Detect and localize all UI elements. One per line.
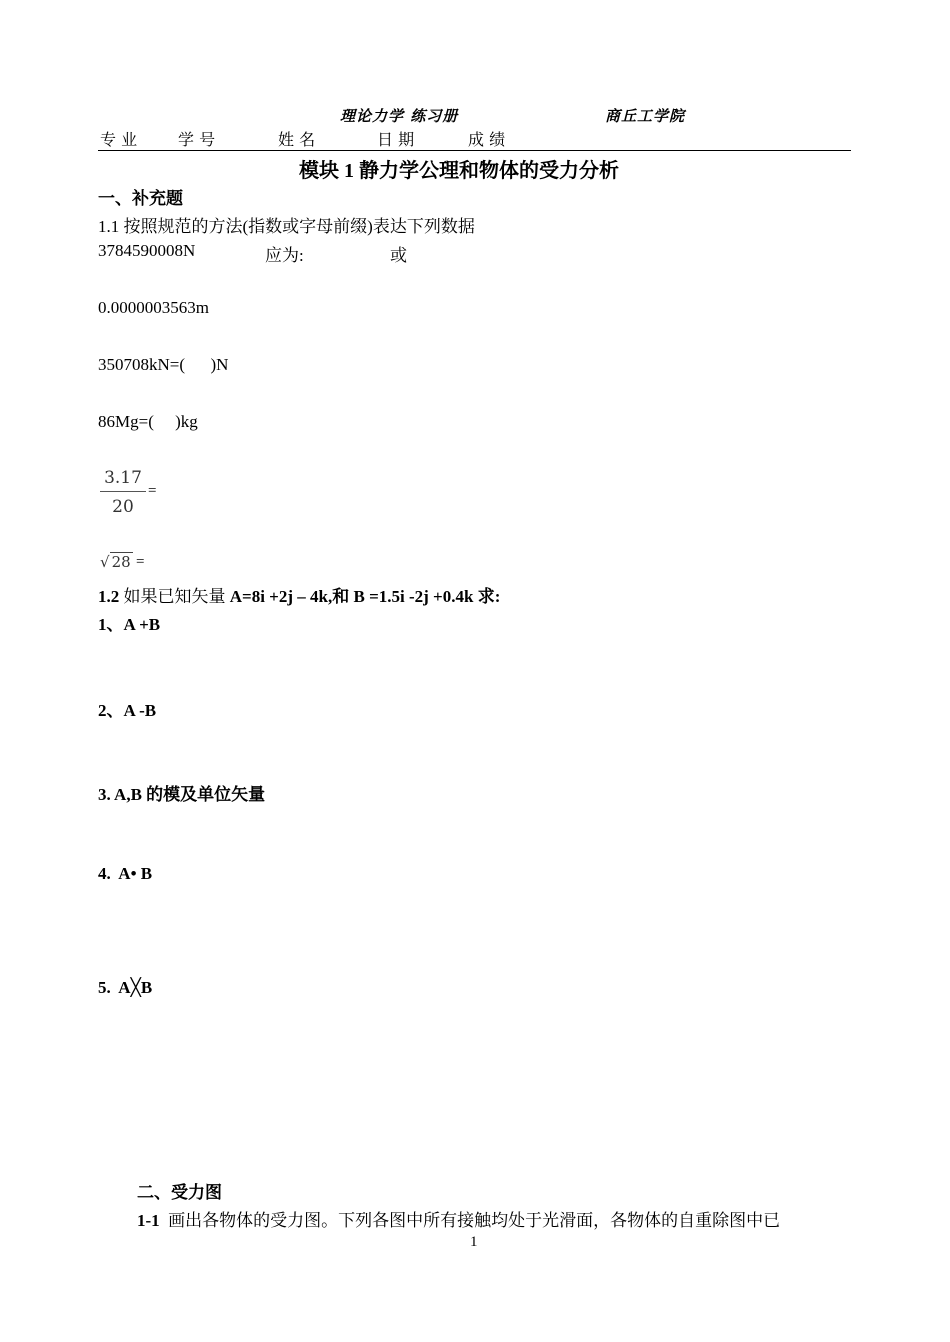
field-score: 成 绩 [468, 130, 506, 149]
school-name: 商丘工学院 [605, 107, 686, 125]
item2: 0.0000003563m [98, 298, 209, 317]
q-1-1-number: 1-1 [137, 1211, 160, 1230]
fraction-denominator: 20 [112, 497, 134, 517]
sub-question-4: 4. A• B [98, 864, 153, 883]
book-title: 理论力学 练习册 [340, 107, 459, 125]
q12-text: 如果已知矢量 [119, 587, 230, 606]
sub-question-5: 5. A╳B [98, 978, 153, 997]
fraction-equals: = [148, 483, 157, 499]
q12-vectors: A=8i +2j – 4k,和 B =1.5i -2j +0.4k 求: [229, 587, 501, 606]
field-date: 日 期 [377, 130, 415, 149]
sub-question-3: 3. A,B 的模及单位矢量 [98, 785, 266, 804]
sub-question-1: 1、A +B [98, 615, 161, 634]
fraction [100, 468, 146, 517]
field-major: 专 业 [100, 130, 138, 149]
fraction-numerator: 3.17 [100, 468, 146, 492]
section1-heading: 一、补充题 [98, 189, 183, 209]
question-1-2 [98, 582, 500, 607]
sqrt-radicand: 28 [111, 553, 131, 571]
question-1-1-force [137, 1206, 780, 1231]
field-name: 姓 名 [278, 130, 316, 149]
field-student-id: 学 号 [178, 130, 216, 149]
sqrt-sign: √ [100, 553, 110, 571]
page-number: 1 [470, 1234, 478, 1250]
q-1-1-text: 画出各物体的受力图。下列各图中所有接触均处于光滑面，各物体的自重除图中已 [159, 1211, 781, 1230]
item1-should-be: 应为: [265, 246, 304, 265]
item1-or: 或 [390, 246, 407, 265]
item3: 350708kN=( )N [98, 355, 229, 374]
item4: 86Mg=( )kg [98, 412, 198, 431]
square-root [100, 553, 133, 571]
sub-question-2: 2、A -B [98, 701, 157, 720]
item1-value: 3784590008N [98, 241, 196, 260]
section2-heading: 二、受力图 [137, 1183, 222, 1203]
module-title: 模块 1 静力学公理和物体的受力分析 [299, 160, 619, 182]
q12-number: 1.2 [98, 587, 120, 606]
question-1-1: 1.1 按照规范的方法(指数或字母前缀)表达下列数据 [98, 217, 475, 236]
header-rule [98, 150, 851, 151]
sqrt-equals: = [136, 554, 145, 570]
